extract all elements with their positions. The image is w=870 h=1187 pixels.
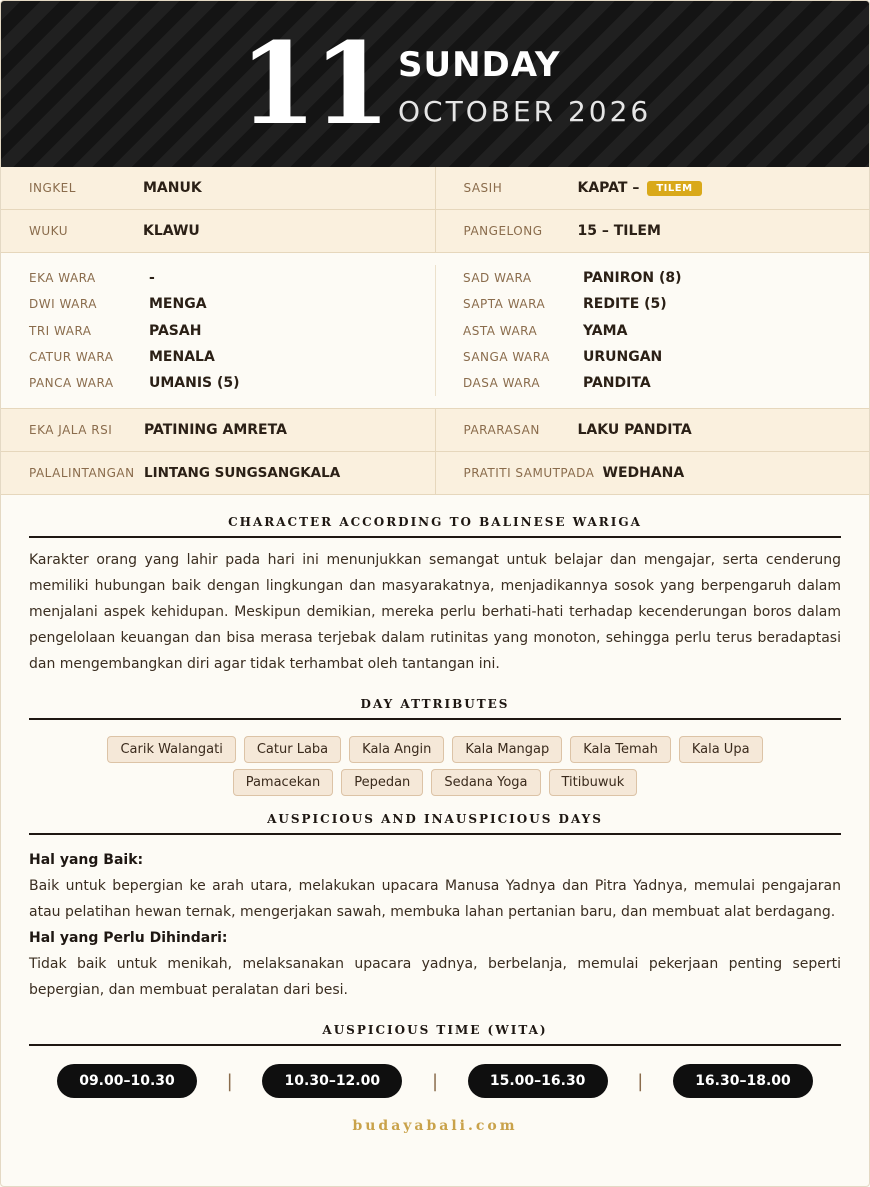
attribute-chip: Catur Laba bbox=[244, 736, 341, 763]
time-slot: 16.30–18.00 bbox=[673, 1064, 813, 1098]
info-label: EKA JALA RSI bbox=[29, 423, 113, 438]
info-row-palalintangan bbox=[1, 452, 869, 495]
attribute-chip: Pepedan bbox=[341, 769, 423, 796]
info-value: LAKU PANDITA bbox=[577, 422, 692, 439]
info-row-eka-jala-rsi bbox=[1, 409, 869, 452]
attributes-section-title: DAY ATTRIBUTES bbox=[360, 697, 510, 712]
days-section-title: AUSPICIOUS AND INAUSPICIOUS DAYS bbox=[267, 812, 603, 827]
wara-item bbox=[29, 344, 435, 370]
avoid-heading: Hal yang Perlu Dihindari: bbox=[29, 930, 228, 947]
info-row-ingkel bbox=[1, 167, 869, 210]
info-cell bbox=[1, 409, 435, 451]
time-separator: | bbox=[431, 1070, 439, 1092]
info-cell bbox=[435, 409, 870, 451]
weekday: SUNDAY bbox=[398, 45, 561, 85]
day-number: 11 bbox=[239, 19, 387, 150]
time-slot: 09.00–10.30 bbox=[57, 1064, 197, 1098]
attribute-chip: Kala Temah bbox=[570, 736, 671, 763]
info-value: WEDHANA bbox=[602, 465, 685, 482]
times-section-title: AUSPICIOUS TIME (WITA) bbox=[322, 1023, 548, 1038]
info-value: 15 – TILEM bbox=[577, 223, 661, 239]
wara-item bbox=[29, 291, 435, 317]
wara-value: MENGA bbox=[149, 296, 207, 313]
info-label: WUKU bbox=[29, 224, 68, 238]
info-row-wuku bbox=[1, 210, 869, 253]
site-link[interactable]: budayabali.com bbox=[352, 1118, 518, 1135]
attribute-chip: Carik Walangati bbox=[107, 736, 235, 763]
info-value: PATINING AMRETA bbox=[144, 422, 287, 439]
info-cell bbox=[435, 167, 870, 209]
info-label: PRATITI SAMUTPADA bbox=[463, 466, 595, 481]
wara-column-left bbox=[1, 265, 435, 396]
wara-label: SAD WARA bbox=[463, 271, 532, 286]
info-label: PARARASAN bbox=[463, 423, 540, 438]
info-cell bbox=[435, 452, 870, 494]
attribute-chip: Sedana Yoga bbox=[431, 769, 540, 796]
info-cell bbox=[1, 167, 435, 209]
wara-label: EKA WARA bbox=[29, 271, 96, 286]
info-value: KAPAT – bbox=[577, 180, 640, 196]
wara-label: DWI WARA bbox=[29, 297, 97, 312]
wara-grid bbox=[1, 253, 869, 409]
good-heading: Hal yang Baik: bbox=[29, 852, 144, 869]
wara-item bbox=[29, 265, 435, 291]
attribute-chips bbox=[1, 736, 869, 796]
wara-item bbox=[435, 370, 869, 396]
wara-value: REDITE (5) bbox=[583, 296, 667, 313]
avoid-text: Tidak baik untuk menikah, melaksanakan upacara yadnya, berbelanja, memulai pekerjaan penting seperti bepergian, dan membuat peralatan dari besi. bbox=[29, 956, 841, 999]
wara-label: CATUR WARA bbox=[29, 350, 114, 365]
attribute-chip: Pamacekan bbox=[233, 769, 334, 796]
wara-item bbox=[29, 318, 435, 344]
wara-value: YAMA bbox=[583, 322, 628, 339]
good-text: Baik untuk bepergian ke arah utara, melakukan upacara Manusa Yadnya dan Pitra Yadnya, memulai pengajaran atau pelatihan hewan ternak, mengerjakan sawah, membuka lahan pertanian baru, dan membuat alat berdagang. bbox=[29, 878, 841, 921]
wara-item bbox=[435, 291, 869, 317]
info-value: MANUK bbox=[143, 180, 202, 196]
wara-value: MENALA bbox=[149, 349, 215, 366]
info-value: LINTANG SUNGSANGKALA bbox=[144, 465, 341, 482]
wara-item bbox=[435, 344, 869, 370]
wara-value: UMANIS (5) bbox=[149, 375, 240, 392]
attribute-chip: Titibuwuk bbox=[549, 769, 638, 796]
time-separator: | bbox=[226, 1070, 233, 1092]
wara-item bbox=[435, 318, 869, 344]
character-section-title: CHARACTER ACCORDING TO BALINESE WARIGA bbox=[228, 515, 642, 530]
month-year: OCTOBER 2026 bbox=[398, 95, 652, 128]
wara-label: ASTA WARA bbox=[463, 323, 538, 338]
wara-column-right bbox=[435, 265, 869, 396]
time-slots bbox=[1, 1064, 869, 1098]
time-slot: 15.00–16.30 bbox=[468, 1064, 608, 1098]
wara-value: URUNGAN bbox=[583, 349, 663, 366]
info-label: PALALINTANGAN bbox=[29, 466, 135, 481]
wara-label: DASA WARA bbox=[463, 376, 541, 391]
info-label: INGKEL bbox=[29, 181, 76, 195]
wara-label: PANCA WARA bbox=[29, 376, 114, 391]
info-cell bbox=[1, 210, 435, 252]
info-label: SASIH bbox=[463, 181, 503, 195]
time-slot: 10.30–12.00 bbox=[262, 1064, 402, 1098]
wara-value: PANIRON (8) bbox=[583, 270, 682, 287]
info-cell bbox=[435, 210, 870, 252]
attribute-chip: Kala Angin bbox=[349, 736, 444, 763]
date-header bbox=[1, 1, 869, 167]
info-label: PANGELONG bbox=[463, 224, 543, 238]
attribute-chip: Kala Mangap bbox=[452, 736, 562, 763]
time-separator: | bbox=[637, 1070, 644, 1092]
character-text: Karakter orang yang lahir pada hari ini menunjukkan semangat untuk belajar dan mengajar, serta cenderung memiliki hubungan baik dengan lingkungan dan masyarakatnya, menjadikannya sosok yang berpengaruh dalam menjalani aspek kehidupan. Meskipun demikian, mereka perlu berhati-hati terhadap kecenderungan boros dalam pengelolaan keuangan dan bisa merasa terjebak dalam rutinitas yang monoton, sehingga perlu terus beradaptasi dan mengembangkan diri agar tidak terhambat oleh tantangan ini. bbox=[29, 552, 841, 673]
tilem-badge: TILEM bbox=[647, 181, 701, 196]
info-value: KLAWU bbox=[143, 223, 200, 239]
wara-value: PASAH bbox=[149, 322, 202, 339]
wara-label: SAPTA WARA bbox=[463, 297, 546, 312]
wara-label: TRI WARA bbox=[29, 323, 92, 338]
wara-item bbox=[435, 265, 869, 291]
info-cell bbox=[1, 452, 435, 494]
wara-value: - bbox=[149, 270, 155, 287]
attribute-chip: Kala Upa bbox=[679, 736, 763, 763]
wara-label: SANGA WARA bbox=[463, 350, 550, 365]
wara-item bbox=[29, 370, 435, 396]
wara-value: PANDITA bbox=[583, 375, 651, 392]
